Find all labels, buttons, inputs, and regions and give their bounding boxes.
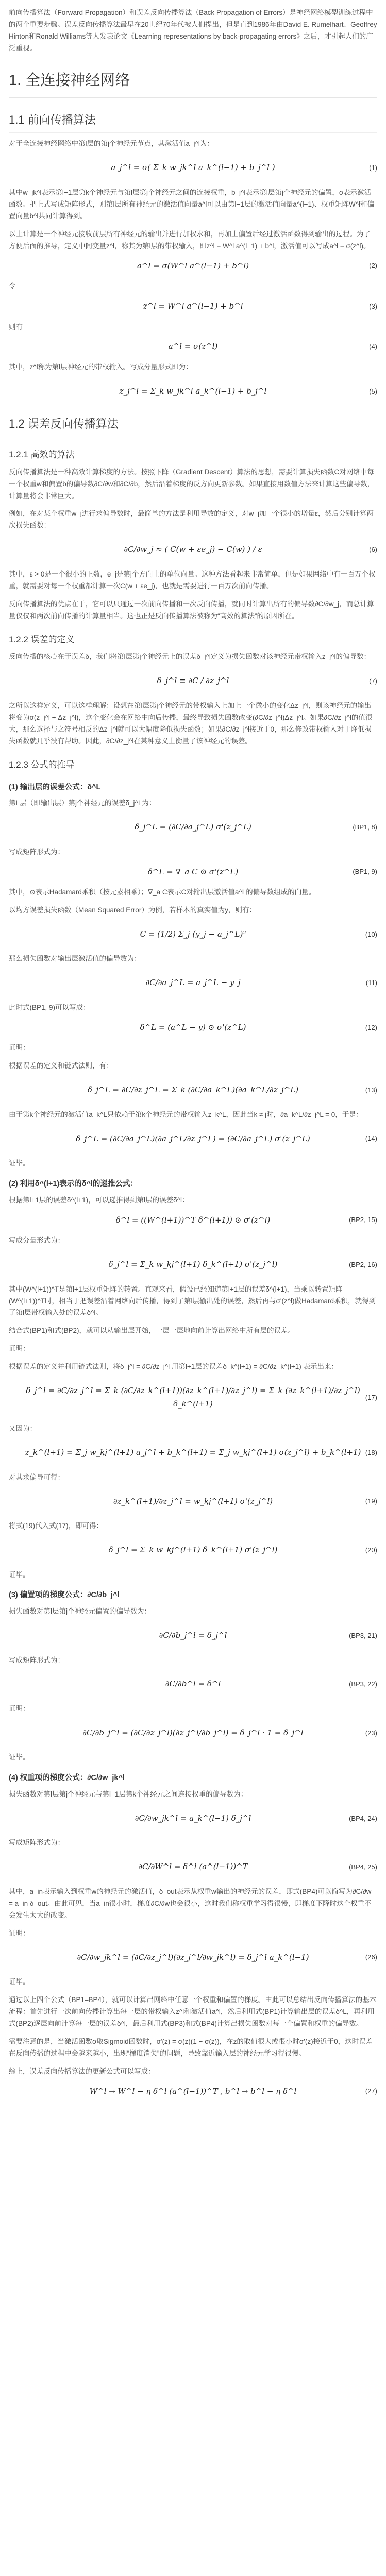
equation-number: (BP2, 15) <box>349 1216 377 1224</box>
equation-number: (BP2, 16) <box>349 1260 377 1268</box>
equation-10 <box>9 924 377 945</box>
equation-text: δ_j^l ≡ ∂C / ∂z_j^l <box>157 676 229 686</box>
paragraph: 其中(W^(l+1))^T是第l+1层权重矩阵的转置。直观来看，假设已经知道第l+1层的误差δ^(l+1)，当乘以转置矩阵(W^(l+1))^T时，相当于把误差沿着网络向后传播，得到了第l层输出处的误差，然后再与σ'(z^l)做Hadamard乘积，就得到了第l层带权输入处的误差δ^l。 <box>9 1285 376 1317</box>
equation-number: (5) <box>369 387 377 395</box>
equation-22 <box>9 1673 377 1695</box>
equation-number: (BP4, 24) <box>349 1814 377 1822</box>
equation-text: z^l = W^l a^(l−1) + b^l <box>143 301 243 311</box>
equation-number: (BP3, 22) <box>349 1680 377 1688</box>
section-1-2-1-heading: 1.2.1 高效的算法 <box>9 449 75 460</box>
equation-number: (1) <box>369 164 377 172</box>
equation-number: (20) <box>365 1546 377 1554</box>
equation-20 <box>9 1539 377 1561</box>
paragraph: 写成分量形式为： <box>9 1236 64 1245</box>
bp3-heading: (3) 偏置项的梯度公式：∂C/∂b_j^l <box>9 1591 120 1600</box>
equation-6 <box>9 539 377 561</box>
equation-text: ∂C/∂w_j ≈ ( C(w + εe_j) − C(w) ) / ε <box>124 545 262 554</box>
equation-text: δ^l = ((W^(l+1))^T δ^(l+1)) ⊙ σ'(z^l) <box>115 1215 271 1225</box>
equation-26 <box>9 1947 377 1969</box>
proof-label: 证明： <box>9 1345 30 1353</box>
section-1-2-3-heading: 1.2.3 公式的推导 <box>9 759 75 770</box>
summary-paragraph: 通过以上四个公式（BP1–BP4），就可以计算出网络中任意一个权重和偏置的梯度。由此可以总结出反向传播算法的基本流程：首先进行一次前向传播计算出每一层的带权输入z^l和激活值a^l，然后利用式(BP1)计算输出层的误差δ^L，再利用式(BP2)逐层向前计算每一层的误差δ^l，最后利用式(BP3)和式(BP4)计算出损失函数对每一个偏置和权重的偏导数。 <box>9 1996 377 2027</box>
equation-17 <box>9 1380 377 1415</box>
paragraph: 令 <box>9 282 16 291</box>
section-1-heading: 1. 全连接神经网络 <box>9 68 377 98</box>
proof-end: 证毕。 <box>9 1159 30 1167</box>
equation-number: (13) <box>365 1086 377 1094</box>
equation-text: a^l = σ(W^l a^(l−1) + b^l) <box>137 261 249 270</box>
equation-5 <box>9 381 377 402</box>
paragraph: 写成矩阵形式为： <box>9 1839 64 1847</box>
paragraph: 其中，⊙表示Hadamard乘积（按元素相乘）；∇_a C表示C对输出层激活值a^L的偏导数组成的向量。 <box>9 888 316 896</box>
paragraph: 之所以这样定义，可以这样理解：设想在第l层第j个神经元的带权输入上加上一个微小的变化Δz_j^l，则该神经元的输出将变为σ(z_j^l + Δz_j^l)，这个变化会在网络中向后传播，最终导致损失函数改变(∂C/∂z_j^l)Δz_j^l。如果∂C/∂z_j^l的值很大，那么选择与之符号相反的Δz_j^l就可以大幅度降低损失函数；如果∂C/∂z_j^l接近于0，那么修改带权输入对于降低损失函数就几乎没有帮助。因此，∂C/∂z_j^l在某种意义上衡量了该神经元的误差。 <box>9 701 373 745</box>
equation-2 <box>9 260 377 273</box>
equation-number: (BP1, 9) <box>353 868 377 876</box>
paragraph: 反向传播算法的优点在于，它可以只通过一次前向传播和一次反向传播，就同时计算出所有的偏导数∂C/∂w_j，而总计算量仅仅和两次前向传播的计算量相当。这也正是反向传播算法被称为“高效的算法”的原因所在。 <box>9 600 374 620</box>
equation-text: δ_j^l = Σ_k w_kj^(l+1) δ_k^(l+1) σ'(z_j^l) <box>108 1260 278 1269</box>
equation-3 <box>9 300 377 313</box>
equation-text: ∂C/∂b_j^l = (∂C/∂z_j^l)(∂z_j^l/∂b_j^l) = δ_j^l · 1 = δ_j^l <box>82 1727 304 1737</box>
paragraph: 那么损失函数对输出层激活值的偏导数为： <box>9 955 141 963</box>
equation-15 <box>9 1214 377 1227</box>
paragraph: 例如，在对某个权重w_j进行求偏导数时，最简单的方法是利用导数的定义，对w_j加一个很小的增量ε，然后分别计算两次损失函数： <box>9 510 374 530</box>
paragraph: 将式(19)代入式(17)，即可得： <box>9 1522 104 1530</box>
equation-9 <box>9 866 377 879</box>
equation-text: ∂z_k^(l+1)/∂z_j^l = w_kj^(l+1) σ'(z_j^l) <box>113 1496 273 1506</box>
equation-text: δ^L = ∇_a C ⊙ σ'(z^L) <box>147 867 239 876</box>
equation-25 <box>9 1856 377 1878</box>
paragraph: 其中w_jk^l表示第l−1层第k个神经元与第l层第j个神经元之间的连接权重，b_j^l表示第l层第j个神经元的偏置，σ表示激活函数。把上式写成矩阵形式，则第l层所有神经元的激活值向量a^l可以由第l−1层的激活值向量a^(l−1)、权重矩阵W^l和偏置向量b^l共同计算得到。 <box>9 188 375 220</box>
paragraph: 以上计算是一个神经元接收前层所有神经元的输出并进行加权求和，再加上偏置后经过激活函数得到输出的过程。为了方便后面的推导，定义中间变量z^l，称其为第l层的带权输入，即z^l = W^l a^(l−1) + b^l，激活值可以写成a^l = σ(z^l)。 <box>9 230 371 250</box>
summary-paragraph: 需要注意的是，当激活函数σ取Sigmoid函数时，σ'(z) = σ(z)(1 − σ(z))，在z的取值很大或很小时σ'(z)接近于0，这时误差在反向传播的过程中会越来越小，出现“梯度消失”的问题，导致靠近输入层的神经元学习得很慢。 <box>9 2037 373 2057</box>
paragraph: 根据第l+1层的误差δ^(l+1)，可以递推得到第l层的误差δ^l： <box>9 1196 189 1204</box>
paragraph: 其中，ε > 0是一个很小的正数，e_j是第j个方向上的单位向量。这种方法看起来非常简单，但是如果网络中有一百万个权重，就需要对每一个权重都计算一次C(w + εe_j)，也就是需要进行一百万次前向传播。 <box>9 570 376 590</box>
equation-number: (11) <box>365 979 377 987</box>
paragraph: 又因为： <box>9 1425 37 1433</box>
paragraph: 此时式(BP1, 9)可以写成： <box>9 1003 90 1011</box>
equation-19 <box>9 1491 377 1513</box>
equation-8 <box>9 817 377 838</box>
equation-number: (27) <box>365 2087 377 2095</box>
equation-text: δ_j^L = (∂C/∂a_j^L) σ'(z_j^L) <box>135 822 251 832</box>
paragraph: 其中，a_in表示输入到权重w的神经元的激活值，δ_out表示从权重w输出的神经元的误差，即式(BP4)可以简写为∂C/∂w = a_in δ_out。由此可见，当a_in很小时，梯度∂C/∂w也会很小，这时我们称权重学习得很慢，即梯度下降时这个权重不会发生太大的改变。 <box>9 1887 372 1919</box>
equation-13 <box>9 1079 377 1101</box>
paragraph: 第L层（即输出层）第j个神经元的误差δ_j^L为： <box>9 799 156 807</box>
equation-text: ∂C/∂b_j^l = δ_j^l <box>159 1631 227 1640</box>
equation-23 <box>9 1722 377 1744</box>
paragraph: 由于第k个神经元的激活值a_k^L只依赖于第k个神经元的带权输入z_k^L，因此当k ≠ j时，∂a_k^L/∂z_j^L = 0，于是： <box>9 1110 363 1118</box>
equation-number: (26) <box>365 1953 377 1961</box>
section-1-2-2-heading: 1.2.2 误差的定义 <box>9 634 75 645</box>
equation-27 <box>9 2085 377 2098</box>
equation-number: (12) <box>365 1023 377 1031</box>
equation-text: a_j^l = σ( Σ_k w_jk^l a_k^(l−1) + b_j^l ) <box>111 163 275 173</box>
equation-text: δ_j^L = ∂C/∂z_j^L = Σ_k (∂C/∂a_k^L)(∂a_k^L/∂z_j^L) <box>87 1085 299 1095</box>
equation-text: ∂C/∂w_jk^l = (∂C/∂z_j^l)(∂z_j^l/∂w_jk^l) = δ_j^l a_k^(l−1) <box>77 1952 309 1962</box>
bp4-heading: (4) 权重项的梯度公式：∂C/∂w_jk^l <box>9 1774 125 1783</box>
equation-number: (14) <box>365 1134 377 1143</box>
equation-text: δ_j^l = Σ_k w_kj^(l+1) δ_k^(l+1) σ'(z_j^l) <box>108 1545 278 1555</box>
equation-text: ∂C/∂a_j^L = a_j^L − y_j <box>145 978 241 988</box>
equation-number: (2) <box>369 262 377 270</box>
bp1-heading: (1) 输出层的误差公式：δ^L <box>9 783 101 791</box>
equation-number: (BP4, 25) <box>349 1863 377 1871</box>
equation-text: C = (1/2) Σ_j (y_j − a_j^L)² <box>140 929 246 939</box>
section-1-2-heading: 1.2 误差反向传播算法 <box>9 414 377 437</box>
summary-paragraph: 综上，误差反向传播算法的更新公式可以写成： <box>9 2067 155 2075</box>
proof-label: 证明： <box>9 1929 30 1937</box>
paragraph: 其中，z^l称为第l层神经元的带权输入。写成分量形式即为： <box>9 363 193 371</box>
paragraph: 反向传播算法是一种高效计算梯度的方法。按照下降（Gradient Descent）算法的思想，需要计算损失函数C对网络中每一个权重w和偏置b的偏导数∂C/∂w和∂C/∂b，然后沿着梯度的反方向更新参数。如果直接用数值方法来计算这些偏导数，计算量将会非常巨大。 <box>9 468 375 500</box>
equation-number: (18) <box>365 1448 377 1456</box>
paragraph: 则有 <box>9 323 23 331</box>
equation-text: δ_j^L = (∂C/∂a_j^L)(∂a_j^L/∂z_j^L) = (∂C/∂a_j^L) σ'(z_j^L) <box>76 1133 310 1143</box>
equation-text: a^l = σ(z^l) <box>168 342 218 351</box>
proof-end: 证毕。 <box>9 1978 30 1986</box>
paragraph: 写成矩阵形式为： <box>9 848 64 856</box>
proof-end: 证毕。 <box>9 1753 30 1761</box>
equation-11 <box>9 972 377 994</box>
paragraph: 损失函数对第l层第j个神经元偏置的偏导数为： <box>9 1607 151 1616</box>
paragraph: 根据误差的定义和链式法则，有： <box>9 1062 113 1070</box>
proof-end: 证毕。 <box>9 1570 30 1579</box>
paragraph: 以均方误差损失函数（Mean Squared Error）为例，若样本的真实值为y，则有： <box>9 906 257 914</box>
equation-number: (BP3, 21) <box>349 1631 377 1639</box>
paragraph: 对于全连接神经网络中第l层的第j个神经元节点，其激活值a_j^l为： <box>9 140 214 148</box>
equation-7 <box>9 670 377 692</box>
intro-paragraph: 前向传播算法（Forward Propagation）和误差反向传播算法（Back Propagation of Errors）是神经网络模型训练过程中的两个重要步骤。误差反向传播算法最早在20世纪70年代被人们提出，但是直到1986年由David E. Rumelhart、Geoffrey Hinton和Ronald Williams等人发表论文《Learning representations by back-propagating errors》之后，才引起人们的广泛重视。 <box>9 9 377 52</box>
equation-number: (23) <box>365 1728 377 1737</box>
paragraph: 损失函数对第l层第j个神经元与第l−1层第k个神经元之间连接权重的偏导数为： <box>9 1790 248 1798</box>
equation-number: (4) <box>369 343 377 351</box>
equation-text: z_j^l = Σ_k w_jk^l a_k^(l−1) + b_j^l <box>119 386 267 396</box>
equation-number: (3) <box>369 302 377 310</box>
proof-label: 证明： <box>9 1704 30 1713</box>
equation-text: ∂C/∂W^l = δ^l (a^(l−1))^T <box>138 1862 248 1872</box>
equation-text: ∂C/∂b^l = δ^l <box>165 1679 221 1689</box>
equation-text: ∂C/∂w_jk^l = a_k^(l−1) δ_j^l <box>135 1813 251 1823</box>
paragraph: 根据误差的定义并利用链式法则，将δ_j^l = ∂C/∂z_j^l 用第l+1层的误差δ_k^(l+1) = ∂C/∂z_k^(l+1) 表示出来： <box>9 1363 339 1371</box>
equation-number: (10) <box>365 930 377 938</box>
equation-14 <box>9 1128 377 1150</box>
paragraph: 写成矩阵形式为： <box>9 1656 64 1664</box>
paragraph: 反向传播的核心在于误差δ，我们将第l层第j个神经元上的误差δ_j^l定义为损失函数对该神经元带权输入z_j^l的偏导数： <box>9 653 371 661</box>
equation-number: (7) <box>369 677 377 685</box>
equation-number: (BP1, 8) <box>353 823 377 831</box>
equation-number: (6) <box>369 546 377 554</box>
paragraph: 结合式(BP1)和式(BP2)，就可以从输出层开始，一层一层地向前计算出网络中所有层的误差。 <box>9 1327 295 1335</box>
bp2-heading: (2) 利用δ^(l+1)表示的δ^l的递推公式： <box>9 1180 138 1189</box>
equation-18 <box>9 1442 377 1464</box>
equation-number: (17) <box>365 1393 377 1401</box>
equation-text: δ_j^l = ∂C/∂z_j^l = Σ_k (∂C/∂z_k^(l+1))(∂z_k^(l+1)/∂z_j^l) = Σ_k (∂z_k^(l+1)/∂z_j^l) δ_k^(l+1) <box>26 1386 360 1409</box>
section-1-1-heading: 1.1 前向传播算法 <box>9 110 377 133</box>
equation-1 <box>9 157 377 179</box>
equation-text: δ^L = (a^L − y) ⊙ σ'(z^L) <box>140 1022 246 1032</box>
equation-text: z_k^(l+1) = Σ_j w_kj^(l+1) a_j^l + b_k^(l+1) = Σ_j w_kj^(l+1) σ(z_j^l) + b_k^(l+1) <box>25 1448 361 1458</box>
paragraph: 对其求偏导可得： <box>9 1473 64 1481</box>
equation-16 <box>9 1254 377 1276</box>
equation-number: (19) <box>365 1497 377 1505</box>
equation-24 <box>9 1808 377 1829</box>
equation-21 <box>9 1625 377 1647</box>
equation-text: W^l → W^l − η δ^l (a^(l−1))^T , b^l → b^l − η δ^l <box>89 2086 297 2096</box>
proof-label: 证明： <box>9 1044 30 1052</box>
article <box>9 0 377 2098</box>
equation-4 <box>9 340 377 353</box>
equation-12 <box>9 1021 377 1035</box>
